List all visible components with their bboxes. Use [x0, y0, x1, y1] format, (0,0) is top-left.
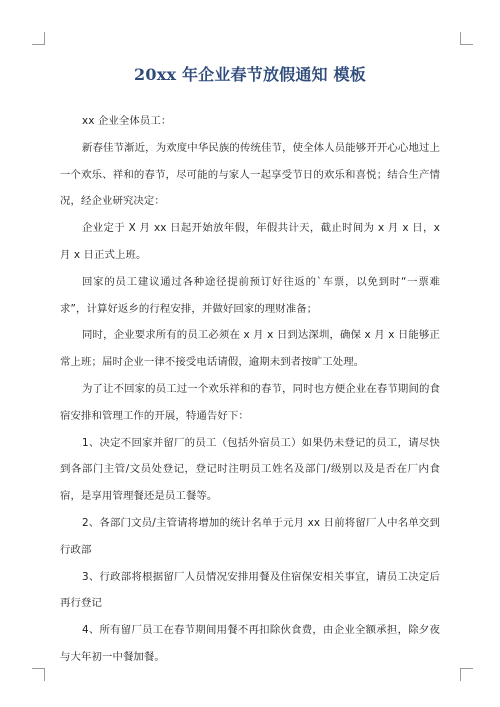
greeting-paragraph: xx 企业全体员工： — [82, 115, 172, 127]
holiday-dates-paragraph: 企业定于 X 月 xx 日起开始放年假，年假共计天，截止时间为 x 月 x 日，x 月 x 日正式上班。 — [60, 222, 440, 261]
travel-advice-paragraph: 回家的员工建议通过各种途径提前预订好往返的`车票，以免到时“一票难求”，计算好返乡的行程安排，并做好回家的理财准备； — [60, 275, 440, 315]
notice-item-1: 1、决定不回家并留厂的员工（包括外宿员工）如果仍未登记的员工，请尽快到各部门主管/文员处登记，登记时注明员工姓名及部门/级别以及是否在厂内食宿，是享用管理餐还是员工餐等。 — [60, 436, 440, 503]
notice-item-3: 3、行政部将根据留厂人员情况安排用餐及住宿保安相关事宜，请员工决定后再行登记 — [60, 570, 440, 610]
corner-mark-bottom-left — [32, 668, 45, 681]
corner-mark-top-right — [460, 32, 473, 45]
corner-mark-top-left — [32, 32, 45, 45]
notice-item-2: 2、各部门文员/主管请将增加的统计名单于元月 xx 日前将留厂人中名单交到行政部 — [60, 516, 440, 556]
return-requirement-paragraph: 同时，企业要求所有的员工必须在 x 月 x 日到达深圳，确保 x 月 x 日能够正常上班；届时企业一律不接受电话请假，逾期未到者按旷工处理。 — [60, 329, 440, 369]
document-body — [60, 108, 440, 671]
notice-item-4: 4、所有留厂员工在春节期间用餐不再扣除伙食费，由企业全额承担，除夕夜与大年初一中餐加餐。 — [60, 624, 440, 663]
intro-paragraph: 新春佳节渐近，为欢度中华民族的传统佳节，使全体人员能够开开心心地过上一个欢乐、祥和的春节，尽可能的与家人一起享受节日的欢乐和喜悦；结合生产情况，经企业研究决定： — [60, 141, 440, 208]
corner-mark-bottom-right — [460, 668, 473, 681]
notice-intro-paragraph: 为了让不回家的员工过一个欢乐祥和的春节，同时也方便企业在春节期间的食宿安排和管理工作的开展，特通告好下： — [60, 382, 440, 422]
document-title: 20xx 年企业春节放假通知 模板 — [134, 65, 366, 84]
